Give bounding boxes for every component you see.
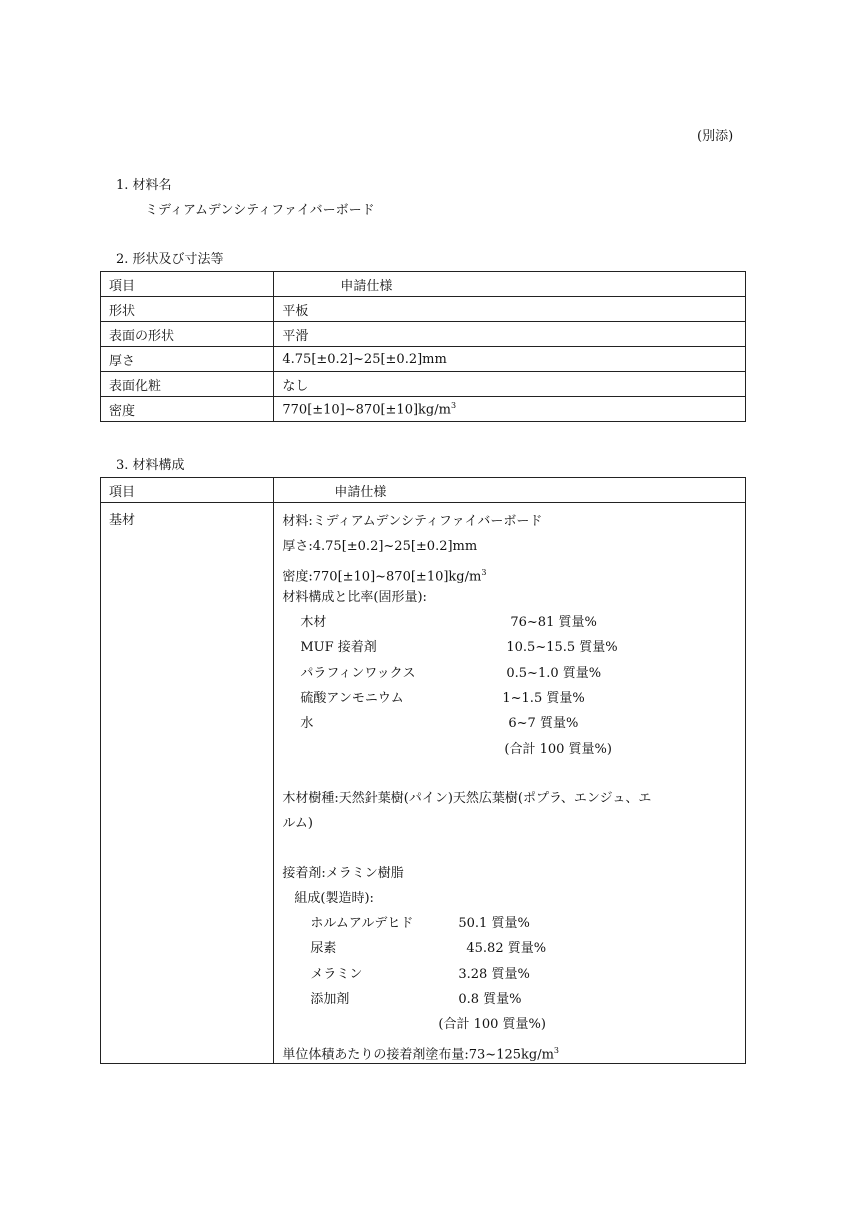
adhesive-component-name: 尿素 — [310, 941, 337, 957]
row-spec — [274, 397, 746, 422]
density-superscript: 3 — [481, 567, 487, 577]
wood-species-line: 木材樹種:天然針葉樹(パイン)天然広葉樹(ポプラ、エンジュ、エ — [282, 790, 652, 806]
table-row — [101, 347, 746, 372]
table-row — [101, 322, 746, 347]
composition-value: 1~1.5 質量% — [502, 691, 585, 707]
table-header-row — [101, 478, 746, 503]
table-row — [101, 397, 746, 422]
adhesive-component — [282, 936, 745, 961]
adhesive-component-value: 3.28 質量% — [458, 966, 530, 982]
adhesive-component — [282, 987, 745, 1012]
composition-name: パラフィンワックス — [300, 665, 416, 681]
density-superscript: 3 — [450, 400, 457, 410]
composition-name: 硫酸アンモニウム — [300, 691, 404, 707]
shape-dimensions-table — [100, 271, 746, 422]
header-spec: 申請仕様 — [274, 272, 746, 297]
row-spec: 平滑 — [274, 322, 746, 347]
coating-text: 単位体積あたりの接着剤塗布量:73~125kg/m — [282, 1046, 554, 1062]
density-line — [282, 560, 745, 585]
composition-value: 76~81 質量% — [510, 615, 597, 631]
composition-total-line — [282, 737, 745, 762]
material-line: 材料:ミディアムデンシティファイバーボード — [282, 514, 543, 529]
table-row — [101, 372, 746, 397]
row-item: 表面の形状 — [101, 322, 274, 347]
table-header-row — [101, 272, 746, 297]
adhesive-subtitle: 組成(製造時): — [294, 890, 374, 906]
adhesive-component-value: 45.82 質量% — [466, 941, 547, 957]
composition-name: 木材 — [300, 615, 327, 631]
composition-item — [282, 686, 745, 711]
composition-title: 材料構成と比率(固形量): — [282, 589, 427, 605]
material-composition-table — [100, 477, 746, 1064]
table-row — [101, 297, 746, 322]
density-text: 密度:770[±10]~870[±10]kg/m — [282, 568, 482, 584]
adhesive-total-line — [282, 1012, 745, 1037]
material-name: ミディアムデンシティファイバーボード — [145, 203, 375, 218]
section3-heading: 3. 材料構成 — [116, 458, 185, 473]
adhesive-total: (合計 100 質量%) — [438, 1017, 546, 1033]
row-item: 表面化粧 — [101, 372, 274, 397]
composition-total: (合計 100 質量%) — [504, 741, 612, 757]
coating-line — [282, 1038, 745, 1063]
adhesive-title: 接着剤:メラミン樹脂 — [282, 865, 404, 881]
composition-value: 10.5~15.5 質量% — [506, 640, 618, 656]
density-value: 770[±10]~870[±10]kg/m — [282, 402, 451, 418]
table-row — [101, 503, 746, 1064]
row-item: 形状 — [101, 297, 274, 322]
header-spec: 申請仕様 — [274, 478, 746, 503]
composition-name: 水 — [300, 716, 314, 732]
row-spec: 4.75[±0.2]~25[±0.2]mm — [274, 347, 746, 372]
wood-species-line-cont: ルム) — [282, 816, 313, 832]
composition-item — [282, 635, 745, 660]
adhesive-component-value: 0.8 質量% — [458, 992, 522, 1008]
coating-superscript: 3 — [553, 1045, 560, 1055]
adhesive-component-name: ホルムアルデヒド — [310, 916, 414, 932]
section1-heading: 1. 材料名 — [116, 178, 172, 193]
header-item: 項目 — [101, 478, 274, 503]
composition-value: 0.5~1.0 質量% — [506, 665, 602, 681]
composition-item — [282, 661, 745, 686]
row-spec — [274, 503, 746, 1064]
composition-item — [282, 610, 745, 635]
header-item: 項目 — [101, 272, 274, 297]
composition-value: 6~7 質量% — [508, 716, 579, 732]
row-item: 厚さ — [101, 347, 274, 372]
adhesive-component — [282, 911, 745, 936]
adhesive-component — [282, 962, 745, 987]
row-spec: なし — [274, 372, 746, 397]
composition-name: MUF 接着剤 — [300, 640, 377, 656]
adhesive-component-value: 50.1 質量% — [458, 916, 530, 932]
composition-item — [282, 711, 745, 736]
row-item: 密度 — [101, 397, 274, 422]
thickness-line: 厚さ:4.75[±0.2]~25[±0.2]mm — [282, 539, 478, 555]
annex-label: (別添) — [697, 129, 734, 144]
adhesive-component-name: 添加剤 — [310, 992, 350, 1008]
row-spec: 平板 — [274, 297, 746, 322]
section2-heading: 2. 形状及び寸法等 — [116, 252, 224, 267]
adhesive-component-name: メラミン — [310, 966, 363, 982]
row-item: 基材 — [101, 503, 274, 1064]
